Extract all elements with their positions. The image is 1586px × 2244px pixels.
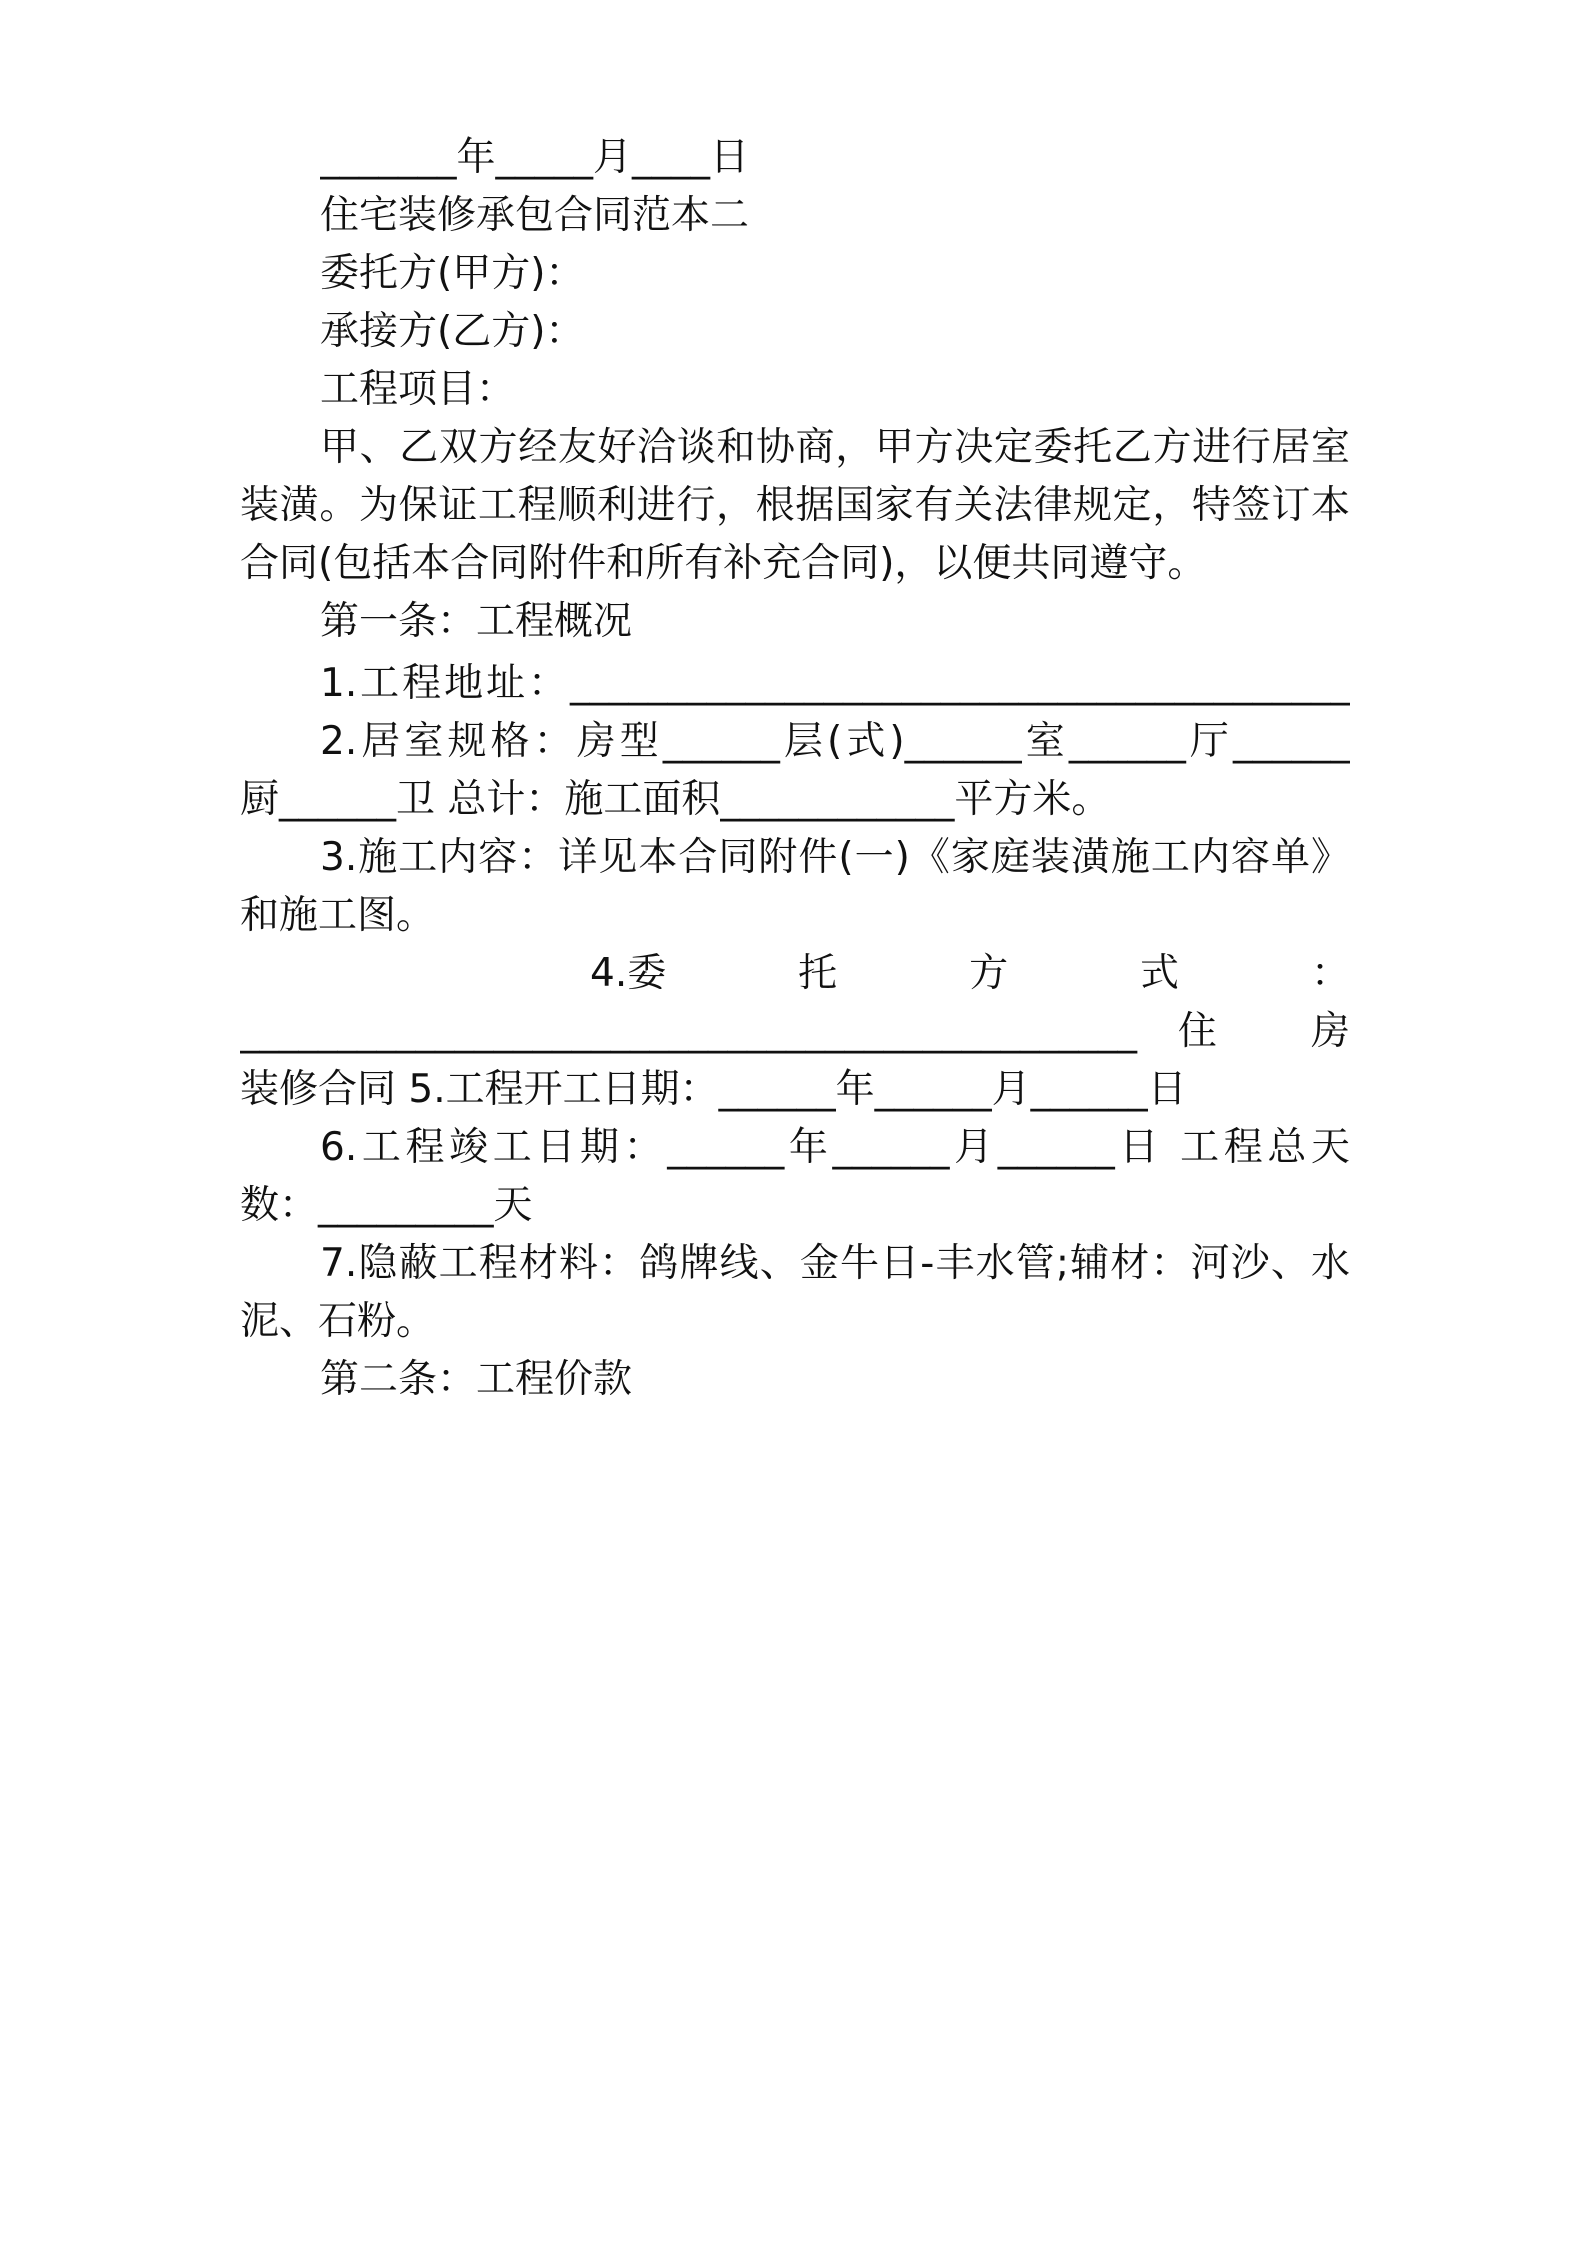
date-line: _______年_____月____日	[320, 135, 750, 180]
party-b-label: 承接方(乙方)：	[320, 309, 585, 354]
room-spec-line-2: 厨______卫 总计：施工面积____________平方米。	[240, 777, 1111, 822]
party-a-label: 委托方(甲方)：	[320, 251, 585, 296]
entrust-method-part: ：	[1310, 951, 1350, 996]
entrust-method-line	[590, 946, 1350, 1002]
room-spec-line-1: 2.居室规格：房型______层(式)______室______厅______	[320, 719, 1350, 764]
entrust-method-part: 4.委	[590, 951, 667, 996]
project-label: 工程项目：	[320, 367, 516, 412]
article-1-heading: 第一条：工程概况	[320, 599, 633, 644]
hidden-materials-line-1: 7.隐蔽工程材料：鸽牌线、金牛日-丰水管;辅材：河沙、水	[320, 1241, 1350, 1286]
intro-line-2: 装潢。为保证工程顺利进行，根据国家有关法律规定，特签订本	[240, 483, 1350, 528]
intro-line-3: 合同(包括本合同附件和所有补充合同)，以便共同遵守。	[240, 541, 1207, 586]
completion-date-line-1: 6.工程竣工日期：______年______月______日 工程总天	[320, 1125, 1350, 1170]
entrust-method-part: 方	[969, 951, 1009, 996]
entrust-method-part: 托	[798, 951, 838, 996]
start-date-line: 装修合同 5.工程开工日期：______年______月______日	[240, 1067, 1187, 1112]
entrust-method-part: 式	[1140, 951, 1180, 996]
article-2-heading: 第二条：工程价款	[320, 1357, 633, 1402]
entrust-method-blank-line: ______________________________________________住 房	[240, 1009, 1350, 1054]
construction-content-line-2: 和施工图。	[240, 893, 436, 938]
project-address-line: 1.工程地址：________________________________________	[320, 661, 1350, 706]
document-title: 住宅装修承包合同范本二	[320, 193, 750, 238]
construction-content-line-1: 3.施工内容：详见本合同附件(一)《家庭装潢施工内容单》	[320, 835, 1350, 880]
hidden-materials-line-2: 泥、石粉。	[240, 1299, 436, 1344]
completion-date-line-2: 数：_________天	[240, 1183, 533, 1228]
intro-line-1: 甲、乙双方经友好洽谈和协商，甲方决定委托乙方进行居室	[320, 425, 1350, 470]
